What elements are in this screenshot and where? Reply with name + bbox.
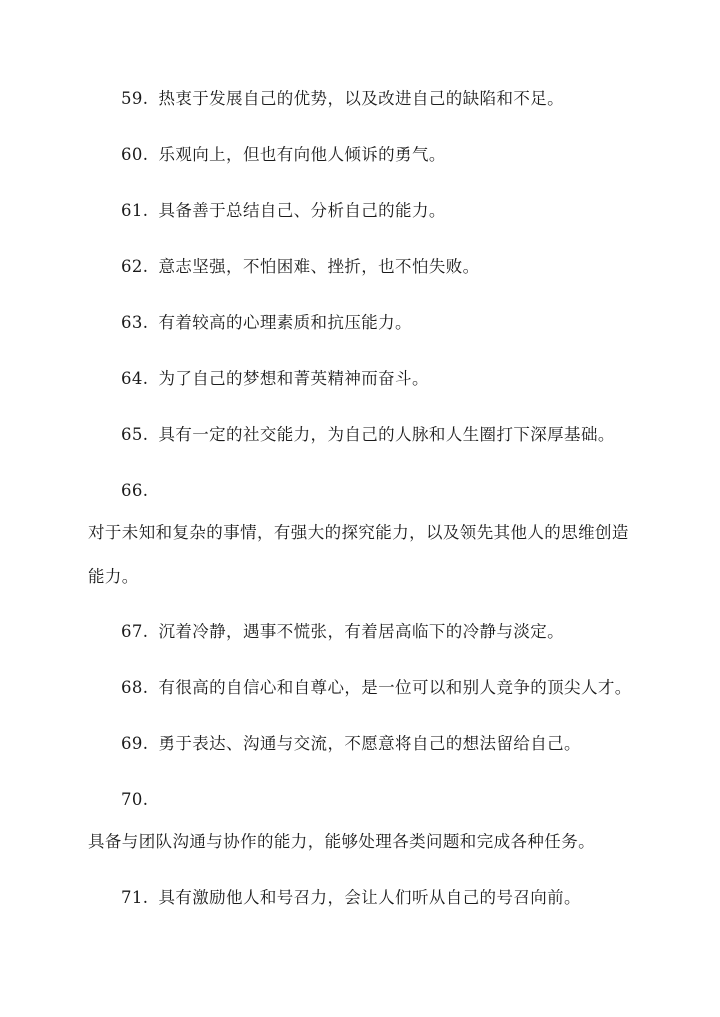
item-text: 具有激励他人和号召力，会让人们听从自己的号召向前。	[158, 888, 581, 907]
item-number: 71.	[121, 888, 149, 907]
list-item-61	[121, 200, 446, 222]
item-number: 59.	[121, 89, 149, 108]
item-number: 70.	[121, 790, 149, 809]
list-item-64	[121, 368, 429, 390]
item-text: 具备善于总结自己、分析自己的能力。	[158, 201, 446, 220]
item-number: 60.	[121, 145, 149, 164]
list-item-65	[121, 424, 615, 446]
item-number: 68.	[121, 678, 149, 697]
item-text: 沉着冷静，遇事不慌张，有着居高临下的冷静与淡定。	[158, 622, 565, 641]
item-text: 具有一定的社交能力，为自己的人脉和人生圈打下深厚基础。	[158, 425, 615, 444]
list-item-66-number	[121, 480, 148, 502]
list-item-70-number	[121, 789, 148, 811]
item-text: 对于未知和复杂的事情，有强大的探究能力，以及领先其他人的思维创造	[88, 523, 629, 542]
list-item-68	[121, 677, 632, 699]
item-number: 69.	[121, 734, 149, 753]
item-text: 乐观向上，但也有向他人倾诉的勇气。	[158, 145, 446, 164]
list-item-62	[121, 256, 480, 278]
item-text: 能力。	[88, 567, 139, 586]
item-text: 有很高的自信心和自尊心，是一位可以和别人竞争的顶尖人才。	[158, 678, 632, 697]
item-number: 63.	[121, 313, 149, 332]
item-text: 勇于表达、沟通与交流，不愿意将自己的想法留给自己。	[158, 734, 581, 753]
item-number: 67.	[121, 622, 149, 641]
item-number: 64.	[121, 369, 149, 388]
list-item-60	[121, 144, 446, 166]
item-number: 65.	[121, 425, 149, 444]
item-number: 62.	[121, 257, 149, 276]
item-number: 61.	[121, 201, 149, 220]
list-item-69	[121, 733, 581, 755]
list-item-63	[121, 312, 412, 334]
list-item-71	[121, 887, 581, 909]
list-item-67	[121, 621, 564, 643]
list-item-66-text-line2	[88, 566, 139, 588]
item-text: 具备与团队沟通与协作的能力，能够处理各类问题和完成各种任务。	[88, 832, 595, 851]
list-item-70-text-line1	[88, 831, 595, 853]
item-text: 热衷于发展自己的优势，以及改进自己的缺陷和不足。	[158, 89, 565, 108]
item-text: 意志坚强，不怕困难、挫折，也不怕失败。	[158, 257, 480, 276]
list-item-66-text-line1	[88, 522, 629, 544]
list-item-59	[121, 88, 564, 110]
item-number: 66.	[121, 481, 149, 500]
item-text: 有着较高的心理素质和抗压能力。	[158, 313, 412, 332]
item-text: 为了自己的梦想和菁英精神而奋斗。	[158, 369, 429, 388]
